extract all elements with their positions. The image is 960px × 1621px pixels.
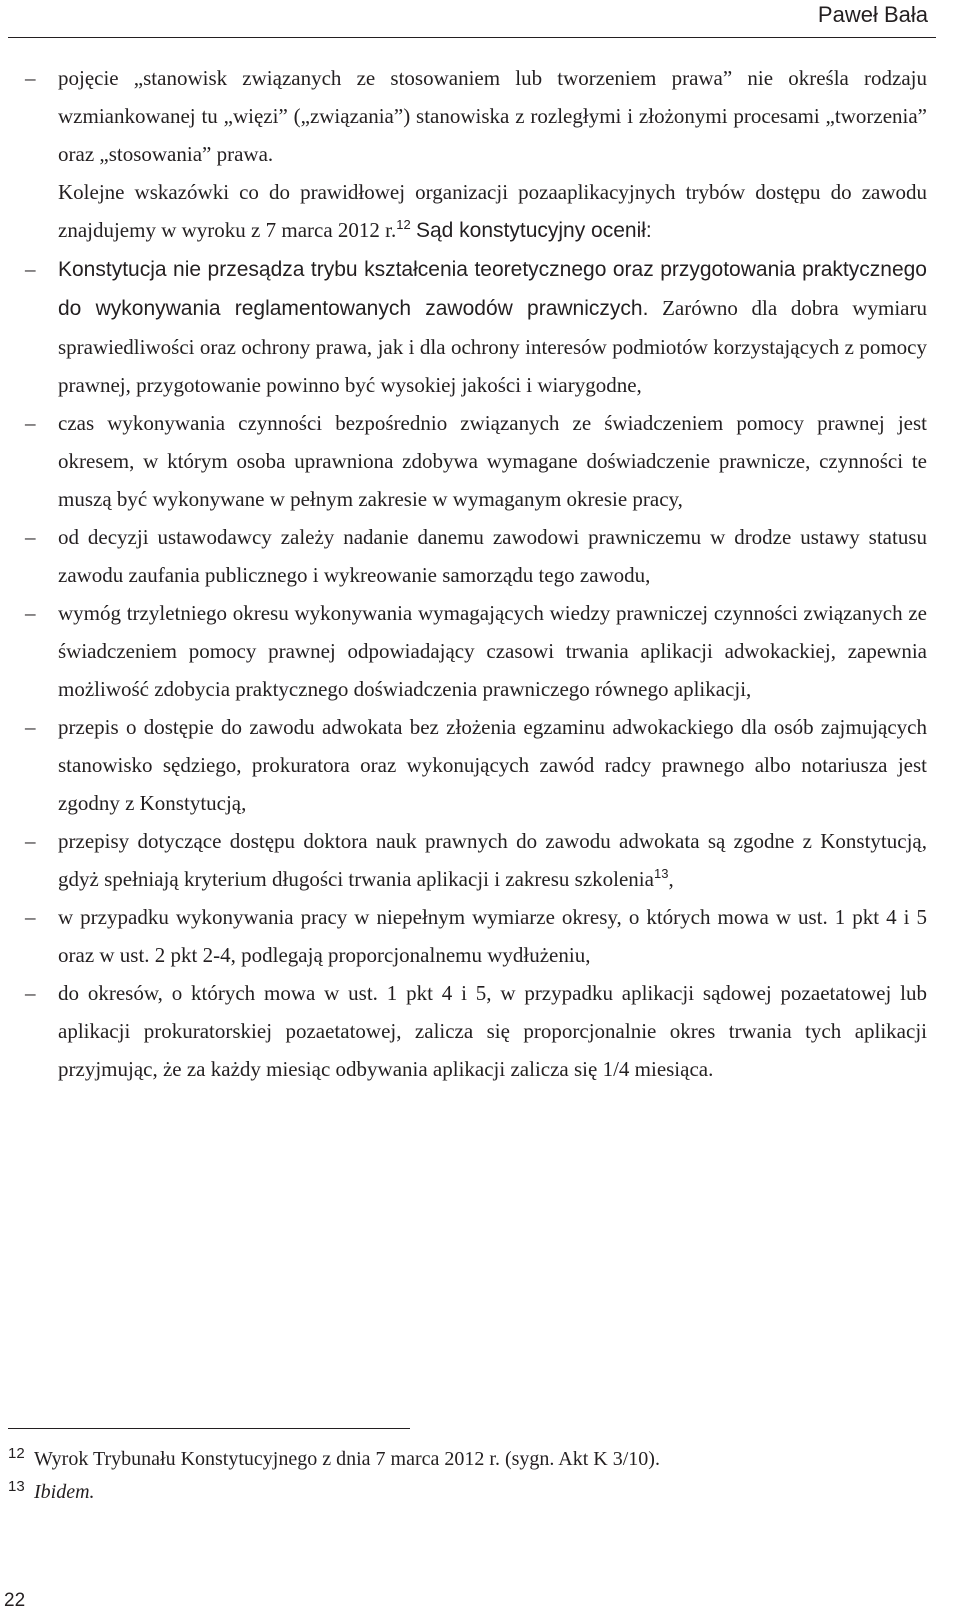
list-dash: – [25, 525, 36, 549]
list-item [25, 974, 927, 1088]
list-dash: – [25, 66, 36, 90]
running-header [0, 0, 960, 36]
paragraph [25, 173, 927, 250]
footnote-text: Wyrok Trybunału Konstytucyjnego z dnia 7 marca 2012 r. (sygn. Akt K 3/10). [34, 1448, 660, 1470]
body-text [25, 59, 927, 1088]
page-number: 22 [4, 1590, 26, 1611]
footnote-12 [8, 1443, 928, 1476]
footnotes [8, 1443, 928, 1509]
list-dash: – [25, 601, 36, 625]
footnote-number: 12 [8, 1445, 25, 1462]
list-item-text: do okresów, o których mowa w ust. 1 pkt 4 i 5, w przypadku aplikacji sądowej pozaetatowej lub aplikacji prokuratorskiej pozaetatowej, zalicza się proporcjonalnie okres trwania tych aplikacji przyjmując, że za każdy miesiąc odbywania aplikacji zalicza się 1/4 miesiąca. [58, 981, 927, 1081]
list-item [25, 708, 927, 822]
list-item-text-continued: Zarówno dla dobra wymiaru sprawiedliwości oraz ochrony prawa, jak i dla ochrony interesów podmiotów korzystających z pomocy prawnej, przygotowanie powinno być wysokiej jakości i wiarygodne, [58, 296, 927, 397]
list-dash: – [25, 829, 36, 853]
list-item [25, 518, 927, 594]
list-item [25, 898, 927, 974]
list-item-text: czas wykonywania czynności bezpośrednio związanych ze świadczeniem pomocy prawnej jest okresem, w którym osoba uprawniona zdobywa wymagane doświadczenie prawnicze, czynności te muszą być wykonywane w pełnym zakresie w wymaganym okresie pracy, [58, 411, 927, 511]
list-dash: – [25, 257, 36, 281]
list-item-text: przepisy dotyczące dostępu doktora nauk prawnych do zawodu adwokata są zgodne z Konstytucją, gdyż spełniają kryterium długości trwania aplikacji i zakresu szkolenia [58, 829, 927, 891]
footnote-ref-12[interactable]: 12 [396, 217, 411, 232]
list-dash: – [25, 715, 36, 739]
footnote-number: 13 [8, 1478, 25, 1495]
list-item-punctuation: , [668, 867, 674, 891]
header-author: Paweł Bała [817, 2, 928, 27]
footnote-divider [8, 1428, 410, 1429]
header-divider [8, 37, 936, 38]
list-dash: – [25, 981, 36, 1005]
list-item [25, 594, 927, 708]
list-item-text: wymóg trzyletniego okresu wykonywania wymagających wiedzy prawniczej czynności związanych ze świadczeniem pomocy prawnej odpowiadający czasowi trwania aplikacji adwokackiej, zapewnia możliwość zdobycia praktycznego doświadczenia prawniczego równego aplikacji, [58, 601, 927, 701]
list-item [25, 250, 927, 404]
list-item-text: w przypadku wykonywania pracy w niepełnym wymiarze okresy, o których mowa w ust. 1 pkt 4 i 5 oraz w ust. 2 pkt 2-4, podlegają proporcjonalnemu wydłużeniu, [58, 905, 927, 967]
list-item-text: przepis o dostępie do zawodu adwokata bez złożenia egzaminu adwokackiego dla osób zajmujących stanowisko sędziego, prokuratora oraz wykonujących zawód radcy prawnego albo notariusza jest zgodny z Konstytucją, [58, 715, 927, 815]
list-dash: – [25, 411, 36, 435]
list-item [25, 59, 927, 173]
list-dash: – [25, 905, 36, 929]
footnote-13 [8, 1476, 928, 1509]
footnote-text: Ibidem. [34, 1481, 95, 1503]
paragraph-text: Kolejne wskazówki co do prawidłowej organizacji pozaaplikacyjnych trybów dostępu do zawodu znajdujemy w wyroku z 7 marca 2012 r. [58, 180, 927, 242]
list-item-text: od decyzji ustawodawcy zależy nadanie danemu zawodowi prawniczemu w drodze ustawy statusu zawodu zaufania publicznego i wykreowanie samorządu tego zawodu, [58, 525, 927, 587]
list-item [25, 404, 927, 518]
list-item-text: Konstytucja nie przesądza trybu kształcenia teoretycznego oraz przygotowania praktycznego do wykonywania reglamentowanych zawodów prawniczych. [58, 258, 927, 320]
list-item-text: pojęcie „stanowisk związanych ze stosowaniem lub tworzeniem prawa” nie określa rodzaju wzmiankowanej tu „więzi” („związania”) stanowiska z rozległymi i złożonymi procesami „tworzenia” oraz „stosowania” prawa. [58, 66, 927, 166]
paragraph-text-continued: Sąd konstytucyjny ocenił: [415, 219, 652, 242]
list-item [25, 822, 927, 898]
footnote-ref-13[interactable]: 13 [653, 866, 669, 881]
